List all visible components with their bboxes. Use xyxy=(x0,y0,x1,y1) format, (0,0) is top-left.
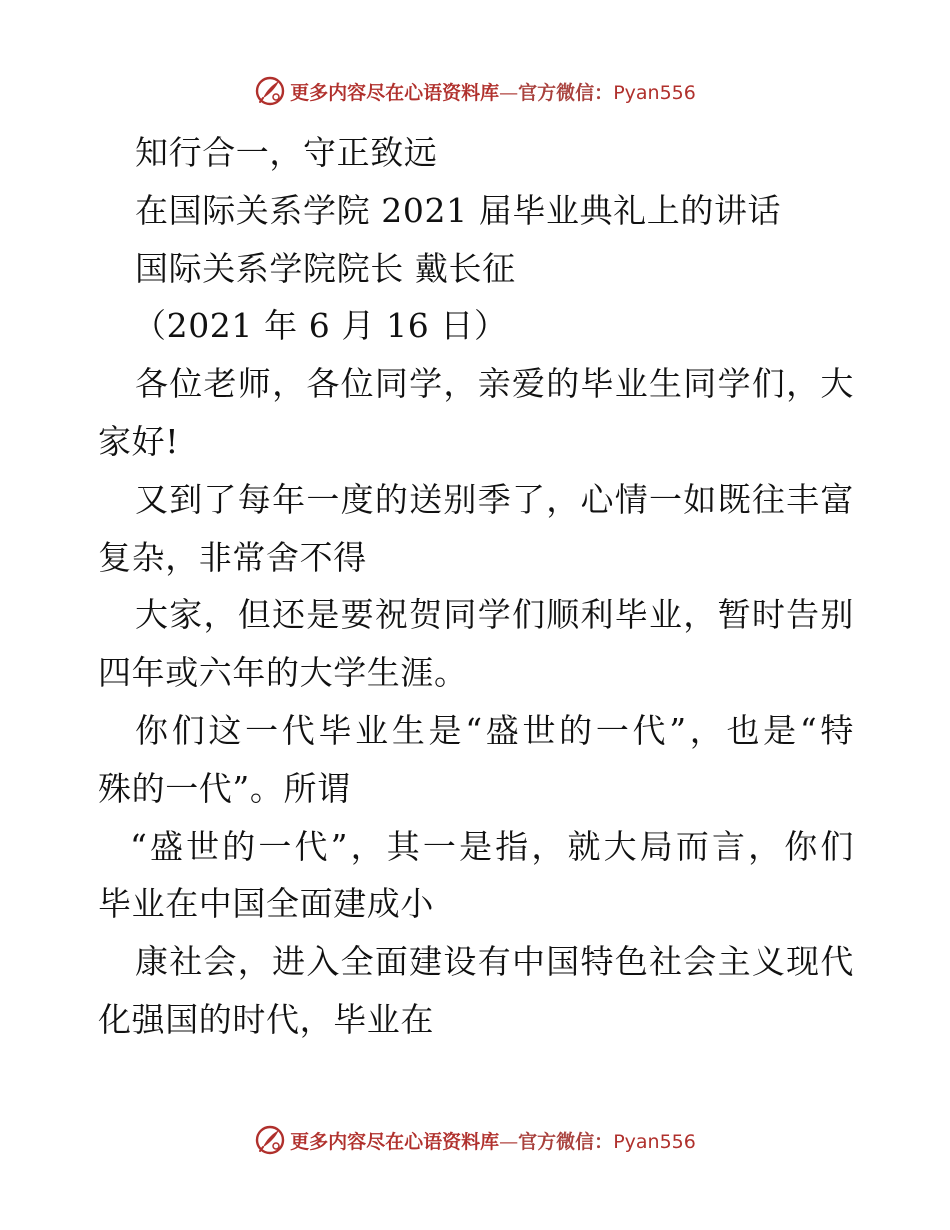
paragraph-line: “盛世的一代”，其一是指，就大局而言，你们 xyxy=(130,826,854,866)
paragraph-line: 又到了每年一度的送别季了，心情一如既往丰富 xyxy=(135,479,854,519)
paragraph-line: 复杂，非常舍不得 xyxy=(98,537,367,577)
quill-pen-icon xyxy=(254,75,286,107)
paragraph-line: 毕业在中国全面建成小 xyxy=(98,884,434,924)
paragraph-line: 化强国的时代，毕业在 xyxy=(98,999,434,1039)
watermark-text: 更多内容尽在心语资料库—官方微信：Pyan556 xyxy=(290,81,696,104)
footer-watermark xyxy=(0,1120,950,1160)
paragraph-line: 四年或六年的大学生涯。 xyxy=(98,653,468,693)
quill-pen-icon xyxy=(254,1124,286,1156)
speech-subtitle: 在国际关系学院 2021 届毕业典礼上的讲话 xyxy=(135,190,782,230)
document-body xyxy=(98,124,854,1049)
paragraph-line: 你们这一代毕业生是“盛世的一代”，也是“特 xyxy=(135,710,854,750)
paragraph-line: 大家，但还是要祝贺同学们顺利毕业，暂时告别 xyxy=(135,595,854,635)
speech-title: 知行合一，守正致远 xyxy=(135,133,438,172)
paragraph-line: 各位老师，各位同学，亲爱的毕业生同学们，大 xyxy=(135,364,854,404)
paragraph-line: 家好! xyxy=(98,421,180,461)
speaker-line: 国际关系学院院长 戴长征 xyxy=(135,248,516,288)
watermark-text: 更多内容尽在心语资料库—官方微信：Pyan556 xyxy=(290,1130,696,1153)
paragraph-line: 康社会，进入全面建设有中国特色社会主义现代 xyxy=(135,942,854,982)
header-watermark xyxy=(0,71,950,111)
speech-date: （2021 年 6 月 16 日） xyxy=(133,306,508,346)
paragraph-line: 殊的一代”。所谓 xyxy=(98,768,351,808)
